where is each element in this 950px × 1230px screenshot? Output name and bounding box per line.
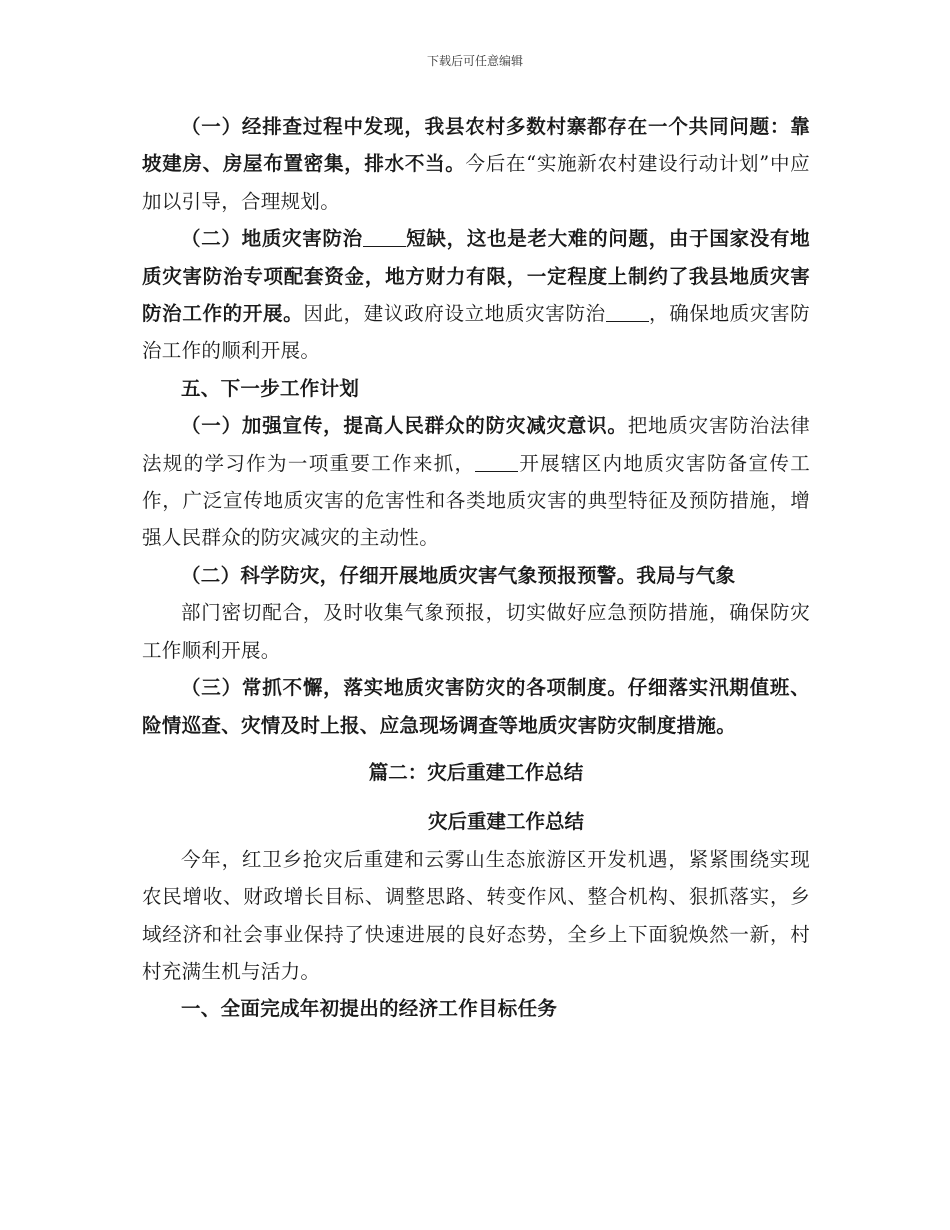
paragraph-bold-text: 短缺，这也是老大难的问题，由于国家没有地质灾害防治专项配套资金，地方财力有限，一定程度上制约了我县地质灾害防治工作的开展。	[142, 227, 810, 326]
section-heading-next-plan: 五、下一步工作计划	[181, 376, 360, 400]
paragraph-text: 把地质灾害防治法律法规的学习作为一项重要工作来抓，	[142, 414, 811, 475]
fill-in-blank	[363, 227, 406, 248]
paragraph-text: 部门密切配合，及时收集气象预报，切实做好应急预防措施，确保防灾工作顺利开展。	[142, 601, 810, 662]
paragraph-plan-2-heading: （二）科学防灾，仔细开展地质灾害气象预报预警。我局与气象	[181, 563, 736, 587]
paragraph-issue-2	[142, 220, 810, 370]
part-two-intro: 今年，红卫乡抢灾后重建和云雾山生态旅游区开发机遇，紧紧围绕实现农民增收、财政增长目标、调整思路、转变作风、整合机构、狠抓落实，乡域经济和社会事业保持了快速进展的良好态势，全乡上下面貌焕然一新，村村充满生机与活力。	[142, 847, 810, 983]
part-two-title: 篇二：灾后重建工作总结	[368, 760, 584, 784]
paragraph-plan-1	[142, 407, 810, 557]
paragraph-plan-3: （三）常抓不懈，落实地质灾害防灾的各项制度。仔细落实汛期值班、险情巡查、灾情及时上报、应急现场调查等地质灾害防灾制度措施。	[142, 676, 810, 737]
paragraph-bold-text: （一）加强宣传，提高人民群众的防灾减灾意识。	[181, 414, 628, 438]
paragraph-text: 今后在“实施新农村建设行动计划”中应加以引导，合理规划。	[142, 152, 810, 213]
part-two-heading-1: 一、全面完成年初提出的经济工作目标任务	[181, 997, 558, 1021]
paragraph-bold-text: （一）经排查过程中发现，我县农村多数村寨都存在一个共同问题：靠坡建房、房屋布置密集，排水不当。	[142, 115, 810, 176]
paragraph-plan-2-body	[142, 594, 810, 669]
fill-in-blank	[606, 302, 649, 323]
paragraph-text: 因此，建议政府设立地质灾害防治	[303, 302, 606, 326]
paragraph-text: 开展辖区内地质灾害防备宣传工作，广泛宣传地质灾害的危害性和各类地质灾害的典型特征及预防措施，增强人民群众的防灾减灾的主动性。	[142, 451, 810, 550]
paragraph-text: ，确保地质灾害防治工作的顺利开展。	[142, 302, 810, 363]
document-body	[142, 108, 810, 1028]
paragraph-bold-text: （二）地质灾害防治	[181, 227, 363, 251]
paragraph-issue-1	[142, 108, 810, 220]
part-two-subtitle: 灾后重建工作总结	[427, 810, 584, 834]
page-header: 下载后可任意编辑	[426, 54, 523, 68]
fill-in-blank	[475, 451, 518, 472]
